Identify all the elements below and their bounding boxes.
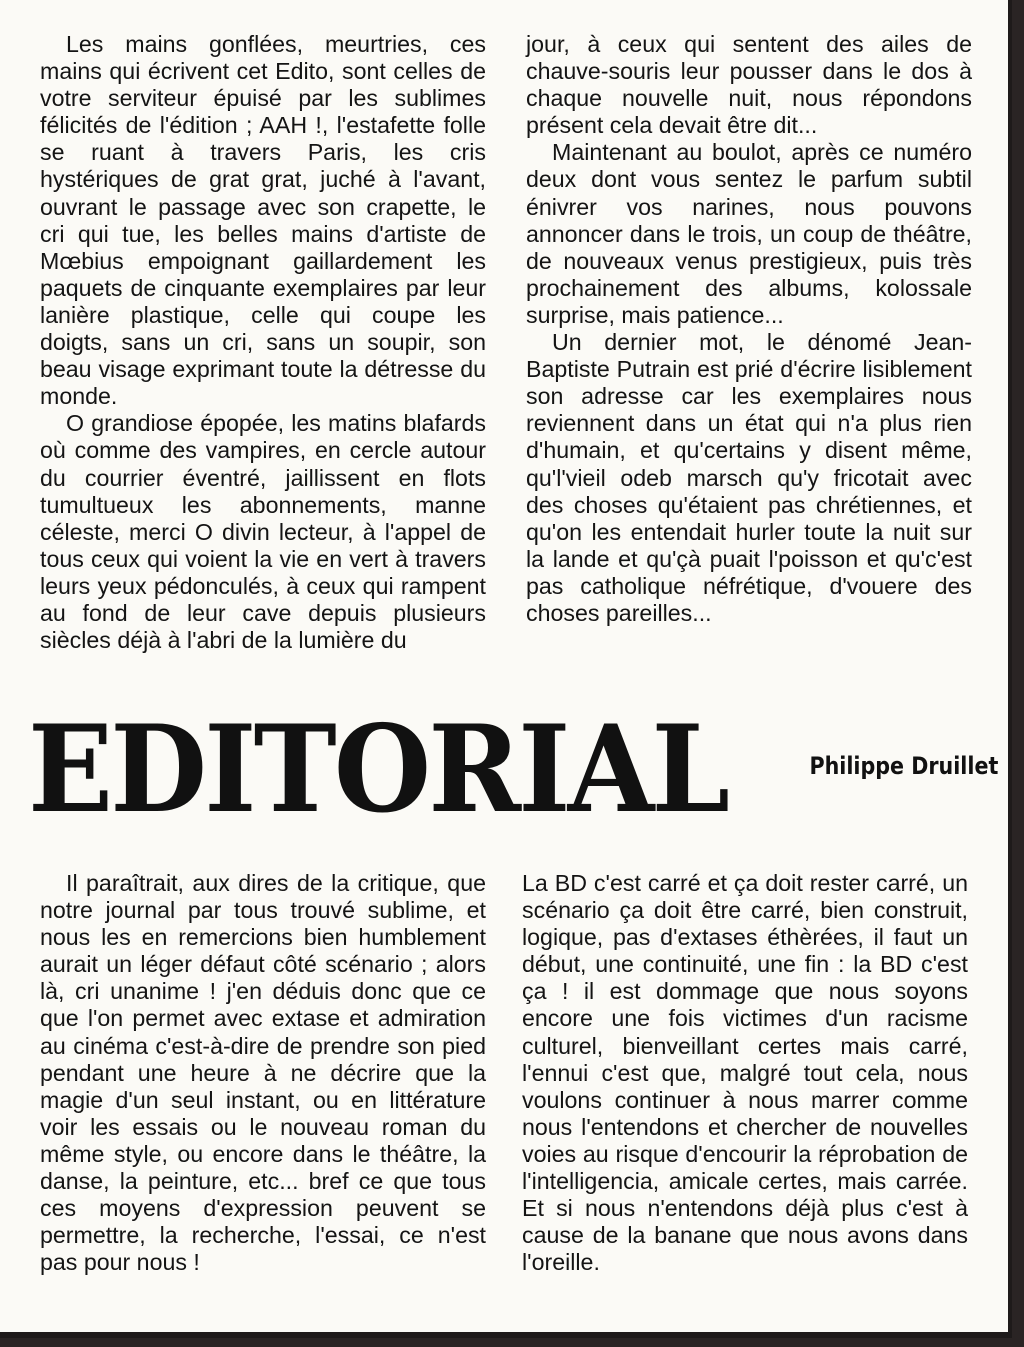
author-name: Philippe Druillet bbox=[806, 752, 1002, 780]
paragraph: Maintenant au boulot, après ce numéro deux dont vous sentez le parfum subtil énivrer vos narines, nous pouvons annoncer dans le trois, un coup de théâtre, de nouveaux venus prestigieux, puis très prochainement des albums, kolossale surprise, mais patience... bbox=[526, 139, 972, 328]
paragraph: La BD c'est carré et ça doit rester carré, un scénario ça doit être carré, bien construit, logique, pas d'extases éthèrées, il faut un début, une continuité, une fin : la BD c'est ça ! il est dommage que nous soyons encore une fois victimes d'un racisme culturel, bienveillant certes mais carré, l'ennui c'est que, malgré tout cela, nous voulons continuer à nous marrer comme nous l'entendons et chercher de nouvelles voies au risque d'encourir la réprobation de l'intelligencia, amicale certes, mais carrée. Et si nous n'entendons déjà plus c'est à cause de la banane que nous avons dans l'oreille. bbox=[522, 870, 968, 1276]
banner-title: EDITORIAL bbox=[28, 699, 728, 840]
bottom-left-column bbox=[40, 870, 486, 1276]
paragraph: Il paraîtrait, aux dires de la critique, que notre journal par tous trouvé sublime, et nous les en remercions bien humblement aurait un léger défaut côté scénario ; alors là, cri unanime ! j'en déduis donc que ce que l'on permet avec extase et admiration au cinéma c'est-à-dire de prendre son pied pendant une heure à ne décrire que la magie d'un seul instant, ou en littérature voir les essais ou le nouveau roman du même style, ou encore dans le théâtre, la danse, la peinture, etc... bref ce que tous ces moyens d'expression peuvent se permettre, la recherche, l'essai, ce n'est pas pour nous ! bbox=[40, 870, 486, 1276]
paragraph: jour, à ceux qui sentent des ailes de chauve-souris leur pousser dans le dos à chaque nouvelle nuit, nous répondons présent cela devait être dit... bbox=[526, 31, 972, 139]
top-right-column bbox=[526, 31, 972, 627]
editorial-banner bbox=[0, 699, 1012, 840]
paragraph: Les mains gonflées, meurtries, ces mains qui écrivent cet Edito, sont celles de votre serviteur épuisé par les sublimes félicités de l'édition ; AAH !, l'estafette folle se ruant à travers Paris, les cris hystériques de grat grat, juché à l'avant, ouvrant le passage avec son crapette, le cri qui tue, les belles mains d'artiste de Mœbius empoignant gaillardement les paquets de cinquante exemplaires par leur lanière plastique, celle qui coupe les doigts, sans un cri, sans un soupir, son beau visage exprimant toute la détresse du monde. bbox=[40, 31, 486, 410]
paragraph: Un dernier mot, le dénomé Jean-Baptiste Putrain est prié d'écrire lisiblement son adresse car les exemplaires nous reviennent dans un état qui n'a plus rien d'humain, et qu'certains y disent même, qu'l'vieil odeb marsch qu'y fricotait avec des choses qu'étaient pas chrétiennes, et qu'on les entendait hurler toute la nuit sur la lande et qu'çà puait l'poisson et qu'c'est pas catholique néfrétique, d'vouere des choses pareilles... bbox=[526, 329, 972, 626]
top-left-column bbox=[40, 31, 486, 654]
bottom-right-column bbox=[522, 870, 968, 1276]
paragraph: O grandiose épopée, les matins blafards où comme des vampires, en cercle autour du courrier éventré, jaillissent en flots tumultueux les abonnements, manne céleste, merci O divin lecteur, à l'appel de tous ceux qui voient la vie en vert à travers leurs yeux pédonculés, à ceux qui rampent au fond de leur cave depuis plusieurs siècles déjà à l'abri de la lumière du bbox=[40, 410, 486, 654]
